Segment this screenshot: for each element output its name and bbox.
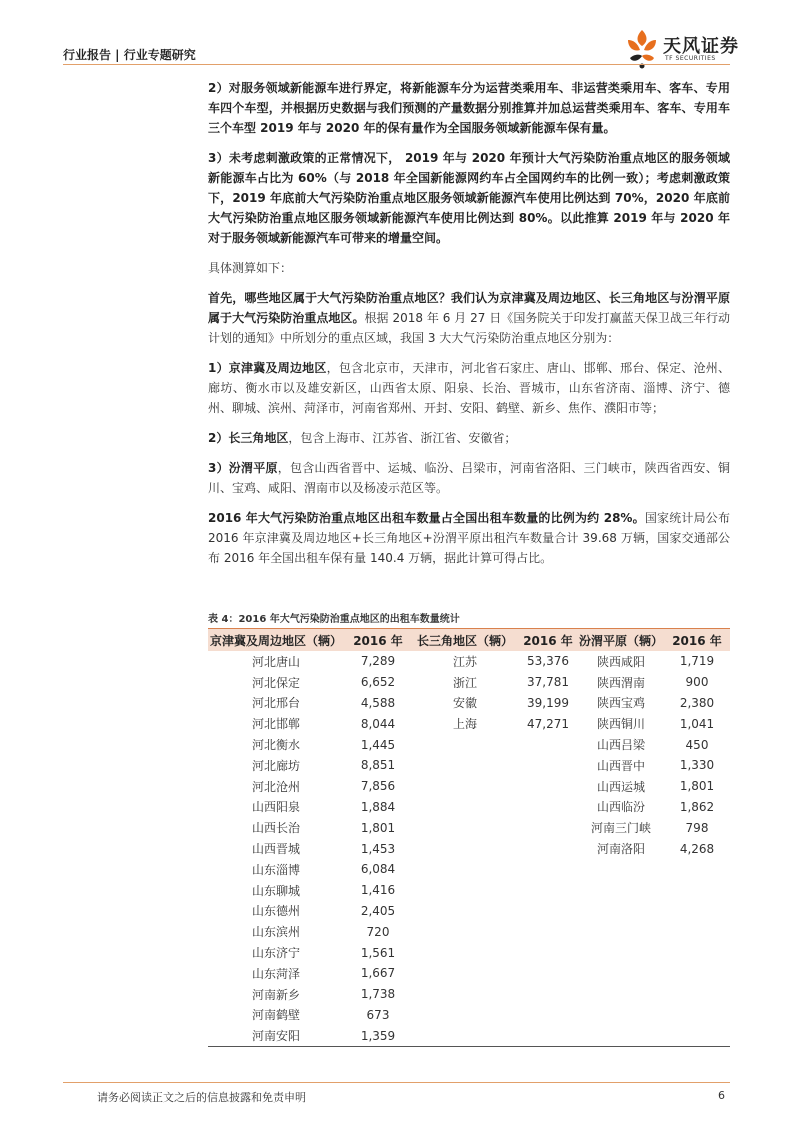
table-row	[208, 776, 730, 797]
count-cell: 1,738	[360, 987, 396, 1002]
region-cell: 河南三门峡	[590, 821, 651, 836]
region-cell: 山西晋中	[596, 758, 645, 773]
region-cell: 河北唐山	[251, 654, 300, 669]
region-cell: 山西运城	[596, 779, 645, 794]
region-cell: 河北廊坊	[251, 758, 300, 773]
region-cell: 山东滨州	[251, 925, 300, 940]
region-cell	[412, 984, 518, 1005]
count-cell: 7,856	[360, 779, 396, 794]
table-row	[208, 734, 730, 755]
region-cell: 山东淄博	[251, 862, 300, 877]
paragraph-2: 2）对服务领域新能源车进行界定，将新能源车分为运营类乘用车、非运营类乘用车、客车、专用车四个车型，并根据历史数据与我们预测的产量数据分别推算并加总运营类乘用车、客车、专用车三个车型 2019 年与 2020 年的保有量作为全国服务领域新能源车保有量。	[208, 81, 730, 135]
table-row	[208, 880, 730, 901]
count-cell	[518, 859, 578, 880]
count-cell	[518, 901, 578, 922]
count-cell: 1,801	[360, 820, 396, 835]
jingjinji-cities: ，包含北京市，天津市，河北省石家庄、唐山、邯郸、邢台、保定、沧州、廊坊、衡水市以及雄安新区，山西省太原、阳泉、长治、晋城市，山东省济南、淄博、济宁、德州、聊城、滨州、菏泽市，河南省郑州、开封、安阳、鹤壁、新乡、焦作、濮阳市等；	[208, 361, 730, 415]
region-cell: 河北保定	[251, 675, 300, 690]
header-year: 2016 年	[664, 629, 730, 652]
count-cell: 1,862	[679, 799, 715, 814]
paragraph-calc-intro: 具体测算如下：	[208, 261, 293, 275]
region-cell: 浙江	[452, 675, 477, 690]
regions-question: 首先，哪些地区属于大气污染防治重点地区？我们认为京津冀及周边地区、长三角地区与汾渭平原属于大气污染防治重点地区。	[208, 291, 730, 325]
count-cell	[518, 880, 578, 901]
count-cell: 2,405	[360, 903, 396, 918]
region-cell	[412, 797, 518, 818]
count-cell: 900	[685, 675, 709, 690]
region-cell	[412, 838, 518, 859]
table-row	[208, 672, 730, 693]
region-cell: 河北衡水	[251, 738, 300, 753]
region-cell	[578, 1025, 664, 1046]
count-cell: 1,330	[679, 758, 715, 773]
header-divider	[63, 64, 730, 65]
count-cell: 720	[366, 924, 390, 939]
table-body	[208, 651, 730, 1047]
region-cell	[412, 921, 518, 942]
table-row	[208, 838, 730, 859]
region-cell: 山东聊城	[251, 883, 300, 898]
count-cell: 1,041	[679, 716, 715, 731]
count-cell: 2,380	[679, 695, 715, 710]
region-cell: 山东菏泽	[251, 966, 300, 981]
region-cell	[578, 984, 664, 1005]
count-cell: 1,801	[679, 779, 715, 794]
report-category: 行业报告 | 行业专题研究	[63, 48, 196, 62]
table-row	[208, 984, 730, 1005]
region-cell: 河北邢台	[251, 696, 300, 711]
count-cell: 8,851	[360, 758, 396, 773]
count-cell: 1,719	[679, 654, 715, 669]
region-cell: 山西吕梁	[596, 738, 645, 753]
count-cell: 673	[366, 1007, 390, 1022]
table-header-row	[208, 629, 730, 652]
regions-explanation: 根据 2018 年 6 月 27 日《国务院关于印发打赢蓝天保卫战三年行动计划的通知》中所划分的重点区域，我国 3 大大气污染防治重点地区分别为：	[208, 311, 730, 345]
count-cell	[664, 901, 730, 922]
page-number: 6	[718, 1089, 725, 1102]
count-cell: 1,884	[360, 799, 396, 814]
count-cell	[664, 880, 730, 901]
paragraph-regions	[208, 288, 730, 348]
region-cell: 安徽	[452, 696, 477, 711]
header-jingjinji: 京津冀及周边地区（辆）	[208, 629, 344, 652]
region-cell: 山西晋城	[251, 842, 300, 857]
count-cell	[518, 755, 578, 776]
logo-chinese-name: 天风证券	[663, 36, 739, 57]
paragraph-taxi-share	[208, 508, 730, 568]
taxi-count-table	[208, 628, 730, 1047]
paragraph-fenwei	[208, 458, 730, 498]
header-fenwei: 汾渭平原（辆）	[578, 629, 664, 652]
table-row	[208, 693, 730, 714]
count-cell: 798	[685, 820, 709, 835]
paragraph-3: 3）未考虑刺激政策的正常情况下， 2019 年与 2020 年预计大气污染防治重点地区的服务领域新能源车占比为 60%（与 2018 年全国新能源网约车占全国网约车的比例一致）；考虑刺激政策下，2019 年底前大气污染防治重点地区服务领域新能源汽车使用比例达到 70%，2020 年底前大气污染防治重点地区服务领域新能源汽车使用比例达到 80%。以此推算 2019 年与 2020 年对于服务领域新能源汽车可带来的增量空间。	[208, 151, 730, 245]
count-cell	[518, 921, 578, 942]
region-cell: 河南安阳	[208, 1025, 344, 1046]
table-row	[208, 817, 730, 838]
header-yangtze: 长三角地区（辆）	[412, 629, 518, 652]
region-cell	[578, 880, 664, 901]
region-cell: 山西长治	[251, 821, 300, 836]
logo-english-name: TF SECURITIES	[665, 55, 716, 62]
count-cell	[664, 859, 730, 880]
count-cell	[664, 921, 730, 942]
count-cell: 4,268	[679, 841, 715, 856]
count-cell: 1,445	[360, 737, 396, 752]
paragraph-jingjinji	[208, 358, 730, 418]
region-cell	[412, 776, 518, 797]
count-cell	[518, 1005, 578, 1026]
table-row	[208, 921, 730, 942]
fenwei-label: 3）汾渭平原	[208, 461, 278, 475]
taxi-share-source: 国家统计局公布 2016 年京津冀及周边地区+长三角地区+汾渭平原出租汽车数量合计 39.68 万辆，国家交通部公布 2016 年全国出租车保有量 140.4 万辆，据此计算可得占比。	[208, 511, 730, 565]
region-cell	[412, 859, 518, 880]
count-cell: 450	[685, 737, 709, 752]
region-cell	[578, 859, 664, 880]
region-cell: 山东德州	[251, 904, 300, 919]
count-cell	[664, 1005, 730, 1026]
table-row	[208, 942, 730, 963]
table-row	[208, 651, 730, 672]
count-cell	[518, 838, 578, 859]
region-cell: 山西临汾	[596, 800, 645, 815]
region-cell: 河南鹤壁	[251, 1008, 300, 1023]
count-cell: 1,667	[360, 966, 396, 981]
region-cell	[578, 1005, 664, 1026]
region-cell: 河南新乡	[251, 987, 300, 1002]
count-cell: 53,376	[527, 654, 569, 669]
count-cell	[518, 797, 578, 818]
region-cell	[578, 921, 664, 942]
fenwei-cities: ，包含山西省晋中、运城、临汾、吕梁市，河南省洛阳、三门峡市，陕西省西安、铜川、宝鸡、咸阳、渭南市以及杨凌示范区等。	[208, 461, 730, 495]
table-row	[208, 963, 730, 984]
count-cell	[518, 963, 578, 984]
count-cell	[518, 984, 578, 1005]
report-body	[208, 78, 730, 578]
region-cell	[412, 901, 518, 922]
count-cell	[518, 734, 578, 755]
header-year: 2016 年	[518, 629, 578, 652]
footer-divider	[63, 1082, 730, 1083]
region-cell	[412, 942, 518, 963]
table-row	[208, 797, 730, 818]
table-row	[208, 859, 730, 880]
region-cell: 河南洛阳	[596, 842, 645, 857]
region-cell	[578, 963, 664, 984]
region-cell: 山西阳泉	[251, 800, 300, 815]
yangtze-cities: ，包含上海市、江苏省、浙江省、安徽省；	[288, 431, 517, 445]
count-cell: 37,781	[527, 675, 569, 690]
count-cell: 7,289	[360, 654, 396, 669]
region-cell: 陕西宝鸡	[596, 696, 645, 711]
disclaimer: 请务必阅读正文之后的信息披露和免责申明	[97, 1091, 306, 1104]
region-cell	[578, 901, 664, 922]
table-row	[208, 1005, 730, 1026]
count-cell: 1,453	[360, 841, 396, 856]
region-cell	[412, 1005, 518, 1026]
region-cell: 上海	[452, 717, 477, 732]
table-caption: 表 4：2016 年大气污染防治重点地区的出租车数量统计	[208, 614, 460, 625]
yangtze-label: 2）长三角地区	[208, 431, 289, 445]
region-cell: 陕西渭南	[596, 675, 645, 690]
count-cell	[664, 1025, 730, 1046]
count-cell: 8,044	[360, 716, 396, 731]
count-cell: 6,084	[360, 862, 396, 877]
region-cell: 陕西铜川	[596, 717, 645, 732]
table-row	[208, 713, 730, 734]
count-cell	[518, 942, 578, 963]
count-cell: 1,561	[360, 945, 396, 960]
table-row	[208, 755, 730, 776]
count-cell: 4,588	[360, 695, 396, 710]
count-cell	[518, 776, 578, 797]
count-cell	[518, 1025, 578, 1046]
region-cell: 山东济宁	[251, 946, 300, 961]
count-cell	[518, 817, 578, 838]
count-cell: 1,416	[360, 883, 396, 898]
region-cell	[412, 755, 518, 776]
count-cell	[664, 963, 730, 984]
region-cell	[412, 817, 518, 838]
count-cell: 1,359	[344, 1025, 412, 1046]
region-cell	[412, 734, 518, 755]
count-cell: 39,199	[527, 695, 569, 710]
region-cell	[412, 1025, 518, 1046]
table-row	[208, 1025, 730, 1046]
table-row	[208, 901, 730, 922]
taxi-share-statement: 2016 年大气污染防治重点地区出租车数量占全国出租车数量的比例为约 28%。	[208, 511, 645, 525]
region-cell: 河北沧州	[251, 779, 300, 794]
region-cell: 江苏	[452, 654, 477, 669]
region-cell	[412, 963, 518, 984]
header-year: 2016 年	[344, 629, 412, 652]
count-cell	[664, 942, 730, 963]
paragraph-yangtze	[208, 428, 730, 448]
region-cell: 陕西咸阳	[596, 654, 645, 669]
count-cell	[664, 984, 730, 1005]
jingjinji-label: 1）京津冀及周边地区	[208, 361, 327, 375]
region-cell: 河北邯郸	[251, 717, 300, 732]
count-cell: 6,652	[360, 675, 396, 690]
region-cell	[412, 880, 518, 901]
count-cell: 47,271	[527, 716, 569, 731]
region-cell	[578, 942, 664, 963]
